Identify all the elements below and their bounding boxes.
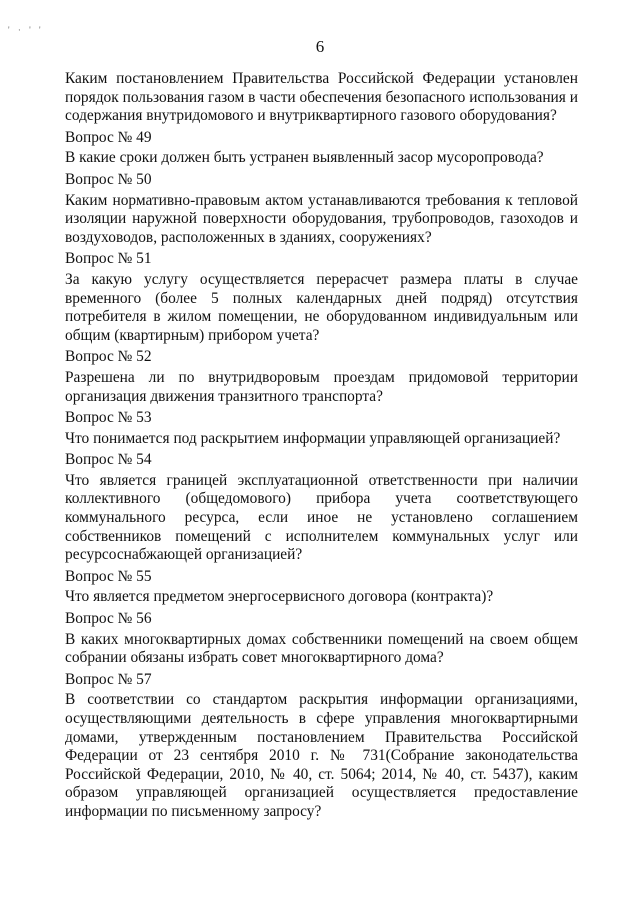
question-55-heading: Вопрос № 55 bbox=[65, 567, 152, 585]
question-50-text: Каким нормативно-правовым актом устанавливаются требования к тепловой изоляции наружной поверхности оборудования, трубопроводов, газоходов и воздуховодов, расположенных в зданиях, сооружениях? bbox=[65, 191, 578, 246]
question-55-text: Что является предметом энергосервисного договора (контракта)? bbox=[65, 588, 494, 606]
question-50-heading: Вопрос № 50 bbox=[65, 170, 152, 188]
question-56-text: В каких многоквартирных домах собственники помещений на своем общем собрании обязаны избрать совет многоквартирного дома? bbox=[65, 630, 578, 667]
question-56-heading: Вопрос № 56 bbox=[65, 610, 152, 628]
scan-marks: ' · ' ' bbox=[8, 25, 44, 35]
question-49-text: В какие сроки должен быть устранен выявленный засор мусоропровода? bbox=[65, 149, 544, 167]
question-54-text: Что является границей эксплуатационной ответственности при наличии коллективного (общедомового) прибора учета соответствующего коммунального ресурса, если иное не установлено соглашением собственников помещений с исполнителем коммунальных услуг или ресурсоснабжающей организацией? bbox=[65, 471, 578, 564]
question-53-heading: Вопрос № 53 bbox=[65, 409, 152, 427]
question-49-heading: Вопрос № 49 bbox=[65, 128, 152, 146]
question-57-text: В соответствии со стандартом раскрытия информации организациями, осуществляющими деятельность в сфере управления многоквартирными домами, утвержденным постановлением Правительства Российской Федерации от 23 сентября 2010 г. № 731(Собрание законодательства Российской Федерации, 2010, № 40, ст. 5064; 2014, № 40, ст. 5437), каким образом управляющей организацией осуществляется предоставление информации по письменному запросу? bbox=[65, 691, 578, 820]
page-number: 6 bbox=[315, 37, 325, 56]
question-51-text: За какую услугу осуществляется перерасчет размера платы в случае временного (более 5 полных календарных дней подряд) отсутствия потребителя в жилом помещении, не оборудованном индивидуальным или общим (квартирным) прибором учета? bbox=[65, 270, 578, 344]
question-57-heading: Вопрос № 57 bbox=[65, 670, 152, 688]
question-52-heading: Вопрос № 52 bbox=[65, 348, 152, 366]
question-51-heading: Вопрос № 51 bbox=[65, 250, 152, 268]
question-48-text: Каким постановлением Правительства Российской Федерации установлен порядок пользования газом в части обеспечения безопасного использования и содержания внутридомового и внутриквартирного газового оборудования? bbox=[65, 70, 578, 125]
question-53-text: Что понимается под раскрытием информации управляющей организацией? bbox=[65, 429, 561, 447]
question-52-text: Разрешена ли по внутридворовым проездам придомовой территории организация движения транзитного транспорта? bbox=[65, 368, 578, 405]
question-54-heading: Вопрос № 54 bbox=[65, 451, 152, 469]
questions-list bbox=[65, 70, 578, 822]
